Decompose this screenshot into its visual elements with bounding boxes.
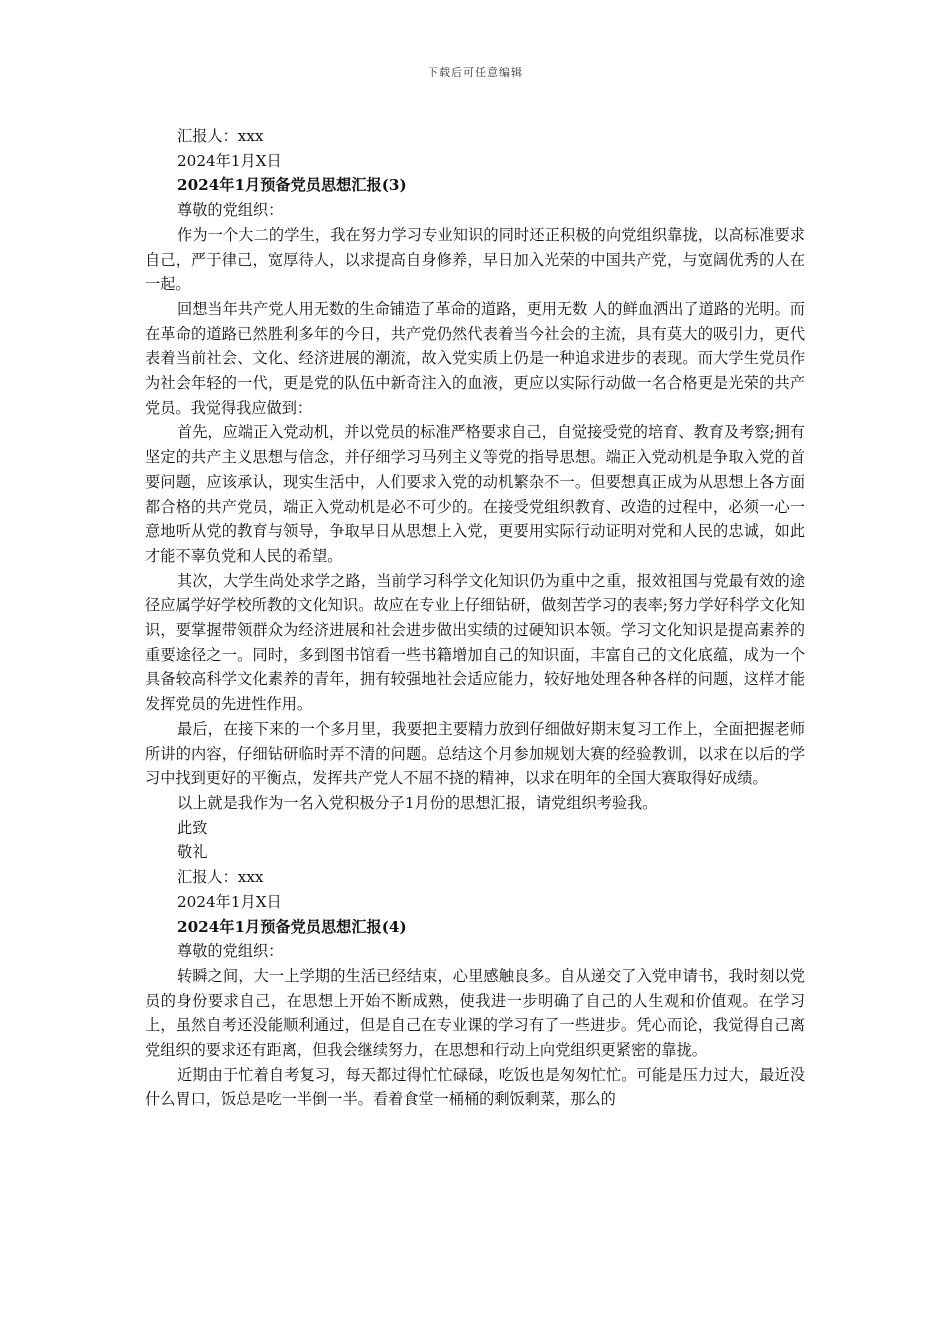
closing-line: 此致 <box>177 818 208 837</box>
paragraph: 首先，应端正入党动机，并以党员的标准严格要求自己，自觉接受党的培育、教育及考察;拥有坚定的共产主义思想与信念，并仔细学习马列主义等党的指导思想。端正入党动机是争取入党的首要问题，应该承认，现实生活中，人们要求入党的动机繁杂不一。但要想真正成为从思想上各方面都合格的共产党员，端正入党动机是必不可少的。在接受党组织教育、改造的过程中，必须一心一意地听从党的教育与领导，争取早日从思想上入党，更要用实际行动证明对党和人民的忠诚，如此才能不辜负党和人民的希望。 <box>145 423 805 565</box>
date-line: 2024年1月X日 <box>177 892 282 911</box>
paragraph: 最后，在接下来的一个多月里，我要把主要精力放到仔细做好期末复习工作上，全面把握老师所讲的内容，仔细钻研临时弄不清的问题。总结这个月参加规划大赛的经验教训，以求在以后的学习中找到更好的平衡点，发挥共产党人不屈不挠的精神，以求在明年的全国大赛取得好成绩。 <box>145 719 805 788</box>
paragraph: 以上就是我作为一名入党积极分子1月份的思想汇报，请党组织考验我。 <box>177 793 658 812</box>
paragraph: 其次，大学生尚处求学之路，当前学习科学文化知识仍为重中之重，报效祖国与党最有效的途径应属学好学校所教的文化知识。故应在专业上仔细钻研，做刻苦学习的表率;努力学好科学文化知识，要掌握带领群众为经济进展和社会进步做出实绩的过硬知识本领。学习文化知识是提高素养的重要途径之一。同时，多到图书馆看一些书籍增加自己的知识面，丰富自己的文化底蕴，成为一个具备较高科学文化素养的青年，拥有较强地社会适应能力，较好地处理各种各样的问题，这样才能发挥党员的先进性作用。 <box>145 571 805 714</box>
paragraph: 作为一个大二的学生，我在努力学习专业知识的同时还正积极的向党组织靠拢，以高标准要求自己，严于律己，宽厚待人，以求提高自身修养，早日加入光荣的中国共产党，与宽阔优秀的人在一起。 <box>145 225 805 294</box>
document-body <box>145 124 805 1112</box>
reporter-line: 汇报人：xxx <box>177 127 264 145</box>
reporter-line: 汇报人：xxx <box>177 868 264 887</box>
report-title: 2024年1月预备党员思想汇报(4) <box>177 917 407 936</box>
paragraph: 近期由于忙着自考复习，每天都过得忙忙碌碌，吃饭也是匆匆忙忙。可能是压力过大，最近没什么胃口，饭总是吃一半倒一半。看着食堂一桶桶的剩饭剩菜，那么的 <box>145 1065 805 1109</box>
paragraph: 转瞬之间，大一上学期的生活已经结束，心里感触良多。自从递交了入党申请书，我时刻以党员的身份要求自己，在思想上开始不断成熟，使我进一步明确了自己的人生观和价值观。在学习上，虽然自考还没能顺利通过，但是自己在专业课的学习有了一些进步。凭心而论，我觉得自己离党组织的要求还有距离，但我会继续努力，在思想和行动上向党组织更紧密的靠拢。 <box>145 966 805 1060</box>
report-title: 2024年1月预备党员思想汇报(3) <box>177 176 407 195</box>
salutation: 尊敬的党组织： <box>177 942 284 961</box>
page-header: 下载后可任意编辑 <box>427 66 523 79</box>
paragraph: 回想当年共产党人用无数的生命铺造了革命的道路，更用无数 人的鲜血洒出了道路的光明。而在革命的道路已然胜利多年的今日，共产党仍然代表着当今社会的主流，具有莫大的吸引力，更代表着当前社会、文化、经济进展的潮流，故入党实质上仍是一种追求进步的表现。而大学生党员作为社会年轻的一代，更是党的队伍中新奇注入的血液，更应以实际行动做一名合格更是光荣的共产党员。我觉得我应做到： <box>145 299 805 417</box>
date-line: 2024年1月X日 <box>177 151 282 170</box>
closing-line: 敬礼 <box>177 843 208 862</box>
salutation: 尊敬的党组织： <box>177 201 284 220</box>
